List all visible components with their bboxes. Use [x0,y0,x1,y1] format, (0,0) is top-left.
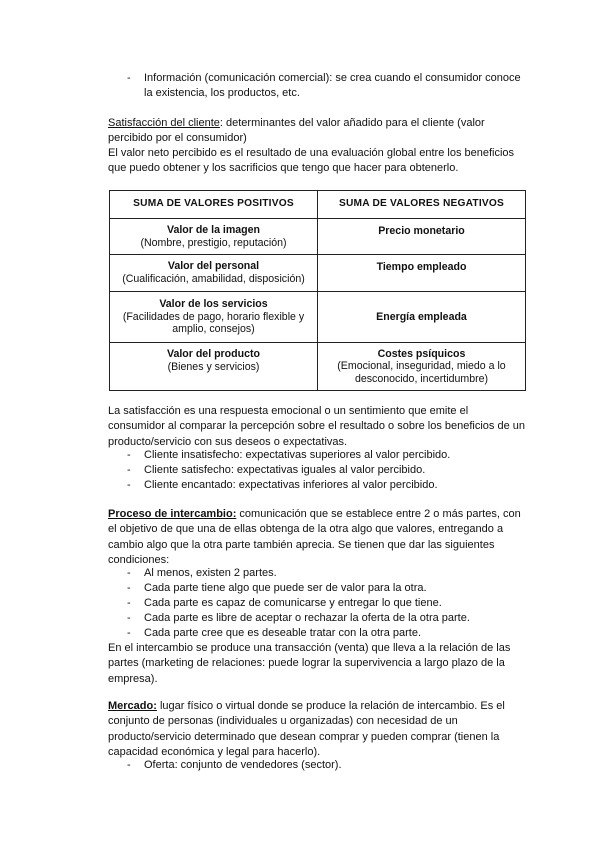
list-item: - Al menos, existen 2 partes. [127,566,527,581]
cell-title: Precio monetario [378,225,465,237]
list-item-text: Información (comunicación comercial): se crea cuando el consumidor conoce la existencia, los productos, etc. [144,72,521,100]
table-header-row [110,191,526,219]
satisfaccion-emocional-paragraph: La satisfacción es una respuesta emocional o un sentimiento que emite el consumidor al comparar la percepción sobre el resultado o sobre los beneficios de un producto/servicio con sus deseos o expectativas. [108,405,526,448]
header-negative-values: SUMA DE VALORES NEGATIVOS [318,191,526,219]
list-item-text: Cliente encantado: expectativas inferiores al valor percibido. [144,479,438,491]
cell-title: Valor del personal [167,260,260,273]
cell-subtitle: (Bienes y servicios) [167,360,260,373]
mercado-paragraph [108,699,528,761]
table-row [110,343,526,391]
intercambio-closing: En el intercambio se produce una transacción (venta) que lleva a la relación de las partes (marketing de relaciones: puede lograr la supervivencia a largo plazo de la empresa). [108,642,511,685]
list-item: - Cada parte tiene algo que puede ser de valor para la otra. [127,581,527,596]
list-item: - Cada parte cree que es deseable tratar con la otra parte. [127,626,527,641]
list-item-text: Cada parte cree que es deseable tratar con la otra parte. [144,627,422,639]
cell-title: Costes psíquicos [377,347,466,360]
cell-subtitle: (Nombre, prestigio, reputación) [140,236,287,249]
cell-title: Energía empleada [376,310,467,323]
table-cell [318,343,526,391]
section-heading-satisfaccion: Satisfacción del cliente [108,117,220,129]
table-cell [318,292,526,343]
intercambio-text: comunicación que se establece entre 2 o más partes, con el objetivo de que una de ellas obtenga de la otra algo que valores, entregando a cambio algo que la otra parte también aprecia. Se tienen que dar las siguientes condiciones: [108,508,521,567]
table-cell [318,255,526,292]
list-item-text: Al menos, existen 2 partes. [144,567,277,579]
cell-subtitle: (Emocional, inseguridad, miedo a lo desconocido, incertidumbre) [337,360,506,385]
cell-title: Tiempo empleado [376,261,467,273]
list-item [127,71,527,102]
satisfaccion-definition-text: : determinantes del valor añadido para el cliente (valor percibido por el consumidor) [108,117,485,145]
cell-subtitle: (Facilidades de pago, horario flexible y amplio, consejos) [122,310,305,336]
bullet-dash: - [127,72,131,84]
list-item: - Cliente insatisfecho: expectativas superiores al valor percibido. [127,448,527,463]
table-row [110,255,526,292]
cell-title: Valor de los servicios [159,298,268,311]
table-cell [110,255,318,292]
list-item: - Cliente satisfecho: expectativas iguales al valor percibido. [127,463,527,478]
intercambio-paragraph [108,507,528,569]
cell-subtitle: (Cualificación, amabilidad, disposición) [122,273,305,285]
satisfaccion-paragraph: El valor neto percibido es el resultado de una evaluación global entre los beneficios que puedo obtener y los sacrificios que tengo que hacer para obtenerlo. [108,147,515,175]
table-cell [318,219,526,255]
section-heading-mercado: Mercado: [108,700,157,712]
value-table [109,190,526,391]
table-cell [110,219,318,255]
list-item-text: Cliente insatisfecho: expectativas superiores al valor percibido. [144,449,451,461]
list-item-text: Cada parte es libre de aceptar o rechazar la oferta de la otra parte. [144,612,470,624]
table-cell [110,292,318,343]
list-item-text: Cada parte tiene algo que puede ser de valor para la otra. [144,582,427,594]
cell-title: Valor de la imagen [166,223,261,236]
list-item: - Oferta: conjunto de vendedores (sector). [127,758,527,773]
table-cell [110,343,318,391]
list-item: - Cada parte es libre de aceptar o rechazar la oferta de la otra parte. [127,611,527,626]
list-item: - Cliente encantado: expectativas inferiores al valor percibido. [127,478,527,493]
list-item-text: Oferta: conjunto de vendedores (sector). [144,759,342,771]
header-positive-values: SUMA DE VALORES POSITIVOS [110,191,318,219]
table-row [110,219,526,255]
cell-title: Valor del producto [166,348,260,360]
list-item-text: Cliente satisfecho: expectativas iguales al valor percibido. [144,464,426,476]
satisfaccion-definition [108,116,528,147]
list-item-text: Cada parte es capaz de comunicarse y entregar lo que tiene. [144,597,442,609]
table-row [110,292,526,343]
mercado-text: lugar físico o virtual donde se produce la relación de intercambio. Es el conjunto de personas (individuales u organizadas) con necesidad de un producto/servicio determinado que desean comprar y pueden comprar (tienen la capacidad económica y legal para hacerlo). [108,700,505,759]
section-heading-intercambio: Proceso de intercambio: [108,508,237,520]
list-item: - Cada parte es capaz de comunicarse y entregar lo que tiene. [127,596,527,611]
